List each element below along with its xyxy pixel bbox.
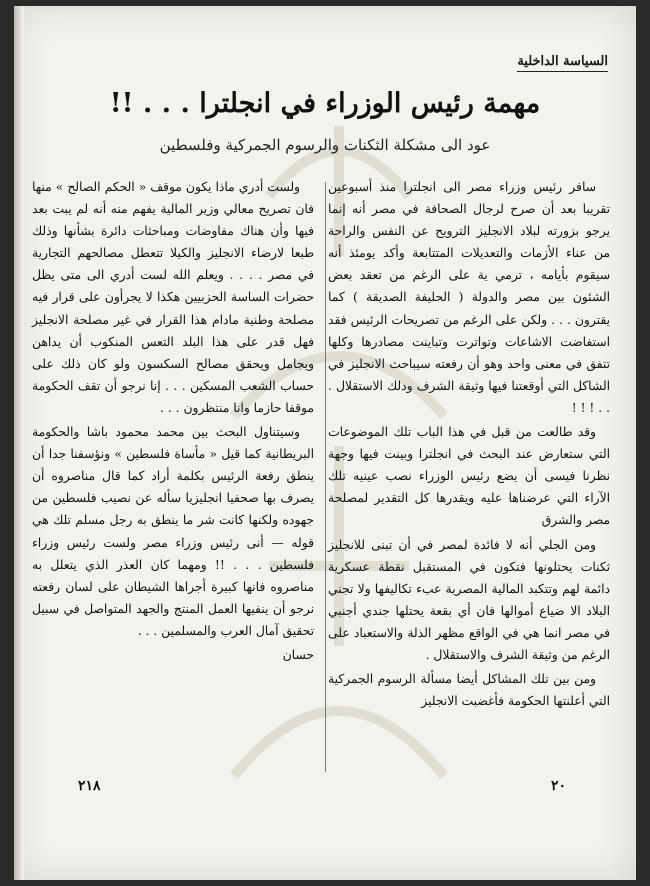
paragraph: ومن بين تلك المشاكل أيضا مسألة الرسوم الجمركية التي أعلنتها الحكومة فأغضبت الانجليز bbox=[328, 672, 610, 709]
document-page bbox=[14, 6, 636, 880]
paragraph: وقد طالعت من قبل في هذا الباب تلك الموضوعات التي ستعارض عند البحث في انجلترا وبينت فيها وجهة نظرنا فيسى أن يضع رئيس الوزراء نصب عينيه تلك الآراء التي عرضناها عليه ويقدرها كل التقدير لمصلحة مصر والشرق bbox=[328, 425, 610, 528]
article-subtitle: عود الى مشكلة الثكنات والرسوم الجمركية وفلسطين bbox=[159, 136, 491, 154]
page-number-right: ٢٠ bbox=[550, 778, 566, 794]
right-column bbox=[328, 176, 610, 714]
paragraph: سافر رئيس وزراء مصر الى انجلترا منذ أسبوعين تقريبا بعد أن صرح لرجال الصحافة في مصر أنه إنما يرجو بزورته لبلاد الانجليز الترويح عن النفس والراحة من عناء الأزمات والتعديلات المتتابعة وأكد يومئذ أنه سيقوم بأيامه ، ترمي ية على الرغم من تعقد بعض الشئون بين مصر والدولة ( الحليفة الصديقة ) كما يقترون . . . ولكن على الرغم من تصريحات الرئيس فقد استفاضت الاشاعات وتواترت وتباينت مصادرها وكلها تتفق في معنى واحد وهو أن رفعته سيباحث الانجليز في الشاكل التي أوقعتنا فيها وثيقة الشرف ودلك الاستقلال . . . ! ! ! bbox=[328, 180, 610, 415]
author-signature: حسان bbox=[282, 647, 314, 662]
left-column bbox=[32, 176, 314, 666]
article-title: مهمة رئيس الوزراء في انجلترا . . . !! bbox=[109, 88, 541, 119]
column-divider bbox=[325, 182, 326, 772]
paragraph: وسيتناول البحث بين محمد محمود باشا والحكومة البريطانية كما قيل « مأساة فلسطين » ونؤسفنا جدا أن ينطق رفعة الرئيس بكلمة أراد كما قال مناصروه أن يصرف بها صحفيا انجليزيا سأله عن نصيب فلسطين من جهوده ولكنها كانت شر ما ينطق به رجل مسلم تلك هي قوله — أنى رئيس وزراء مصر ولست رئيس وزراء فلسطين . . . !! ومهما كان العذر الذي يتعلل به مناصروه فانها كبيرة أجراها الشيطان على لسان رفعته نرجو أن ينفيها العمل المنتج والجهد المتواصل في سبيل تحقيق آمال العرب والمسلمين . . . bbox=[32, 425, 314, 638]
paragraph: ولست أدري ماذا يكون موقف « الحكم الصالح » منها فان تصريح معالي وزير المالية يفهم منه أنه لم يبت بعد فيها وأن هناك مفاوضات ومباحثات دائرة بشأنها وذلك طبعا لارضاء الانجليز والكيلا تتعطل مصالحهم التجارية في مصر . . . . ويعلم الله لست أدري الى متى يظل حضرات الساسة الحزبيين هكذا لا يجرأون على قرار فيه مصلحة وطنية مادام هذا القرار في غير مصلحة الانجليز فهل قدر على هذا البلد التعس المنكوب أن يداهن ويجامل ويحقق مصالح السكسون ولو كان ذلك على حساب الشعب المسكين . . . إنا نرجو أن تقف الحكومة موقفا حازما وانا منتظرون . . . bbox=[32, 180, 314, 415]
paragraph: ومن الجلي أنه لا فائدة لمصر في أن تبنى للانجليز ثكنات يحتلونها فتكون في المستقبل نقطة عسكرية دائمة لهم وتتكبد المالية المصرية عبء تكاليفها ولا تجني البلاد الا ضياع أموالها فان أي بقعة يحتلها جندي أجنبي في مصر انما هي في الواقع مظهر الذلة والاستعباد على الرغم من وثيقة الشرف والاستقلال . bbox=[328, 537, 610, 662]
page-number-left: ٢١٨ bbox=[78, 778, 101, 794]
section-label: السياسة الداخلية bbox=[517, 54, 608, 72]
